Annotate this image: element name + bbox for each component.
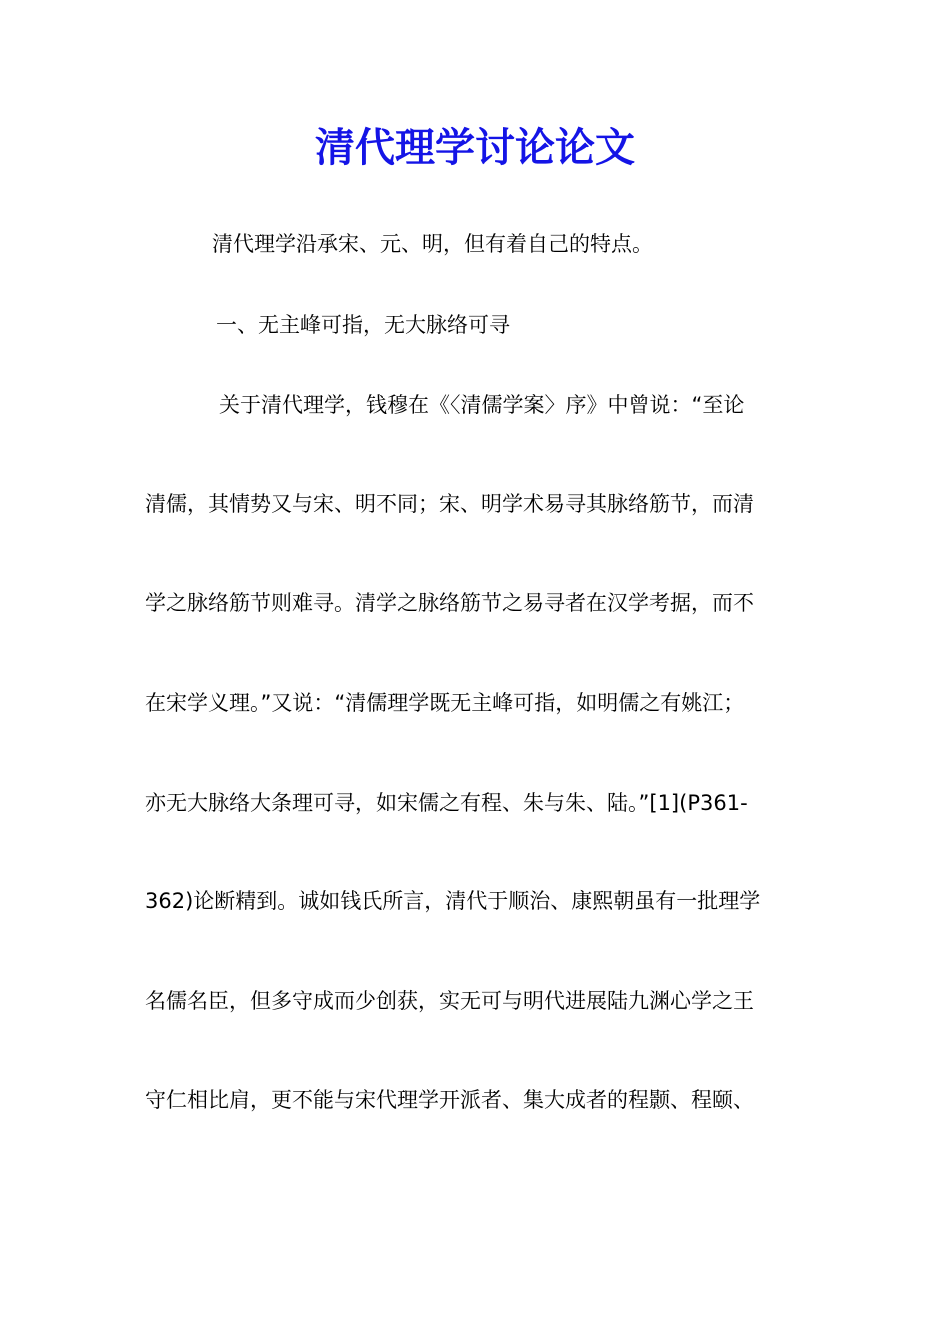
document-title: 清代理学讨论论文 bbox=[315, 124, 635, 171]
body-line: 关于清代理学，钱穆在《〈清儒学案〉序》中曾说：“至论 bbox=[219, 393, 745, 417]
body-line: 学之脉络筋节则难寻。清学之脉络筋节之易寻者在汉学考据，而不 bbox=[145, 591, 754, 615]
body-line: 亦无大脉络大条理可寻，如宋儒之有程、朱与朱、陆。”[1](P361- bbox=[145, 791, 748, 815]
intro-paragraph: 清代理学沿承宋、元、明，但有着自己的特点。 bbox=[212, 232, 653, 256]
section-heading: 一、无主峰可指，无大脉络可寻 bbox=[216, 313, 510, 337]
body-line: 守仁相比肩，更不能与宋代理学开派者、集大成者的程颢、程颐、 bbox=[145, 1088, 754, 1112]
body-line: 362)论断精到。诚如钱氏所言，清代于顺治、康熙朝虽有一批理学 bbox=[145, 889, 761, 913]
body-line: 名儒名臣，但多守成而少创获，实无可与明代进展陆九渊心学之王 bbox=[145, 989, 754, 1013]
body-line: 清儒，其情势又与宋、明不同；宋、明学术易寻其脉络筋节，而清 bbox=[145, 492, 754, 516]
body-line: 在宋学义理。”又说：“清儒理学既无主峰可指，如明儒之有姚江； bbox=[145, 691, 745, 715]
